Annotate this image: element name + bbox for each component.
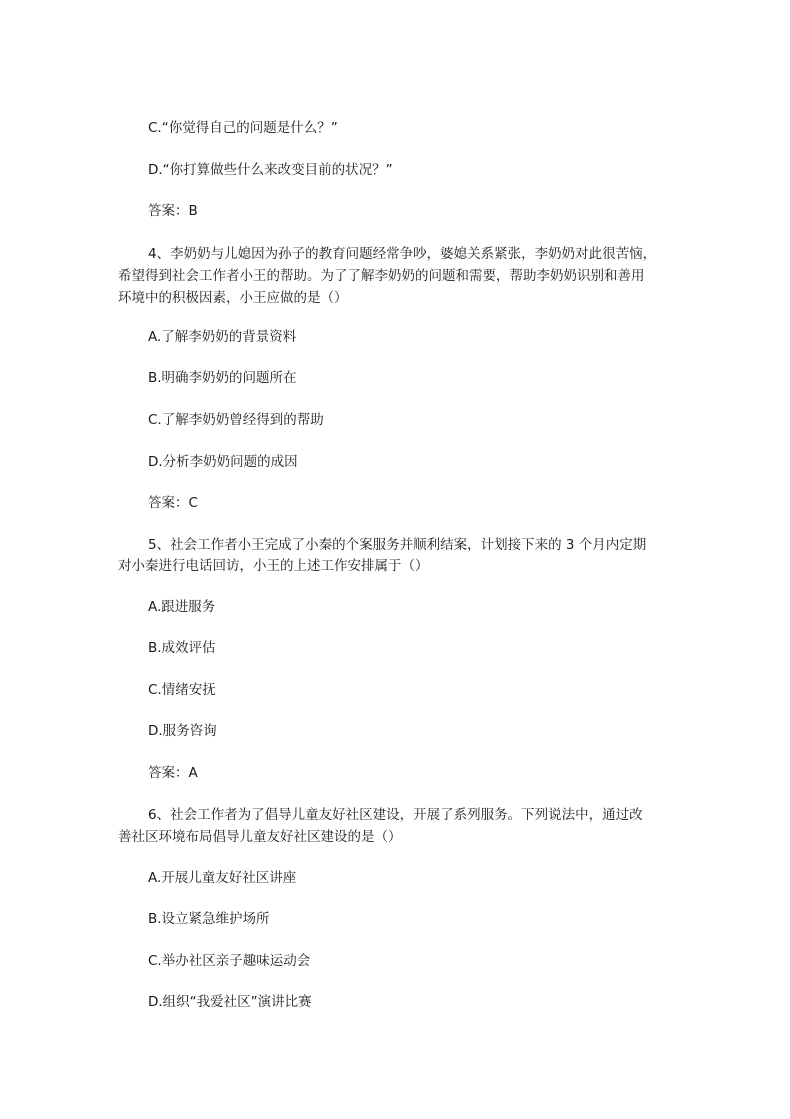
question-4-option-d: D.分析李奶奶问题的成因	[148, 454, 298, 470]
question-6-option-b: B.设立紧急维护场所	[148, 911, 270, 927]
option-c: C.“你觉得自己的问题是什么？”	[148, 120, 338, 136]
question-4-option-c: C.了解李奶奶曾经得到的帮助	[148, 412, 324, 428]
question-6-line-1: 6、社会工作者为了倡导儿童友好社区建设，开展了系列服务。下列说法中，通过改	[148, 807, 643, 823]
question-4-line-2: 希望得到社会工作者小王的帮助。为了了解李奶奶的问题和需要，帮助李奶奶识别和善用	[118, 268, 645, 284]
question-4-line-1: 4、李奶奶与儿媳因为孙子的教育问题经常争吵，婆媳关系紧张，李奶奶对此很苦恼，	[148, 246, 657, 262]
question-5-option-c: C.情绪安抚	[148, 682, 216, 698]
question-6-option-a: A.开展儿童友好社区讲座	[148, 870, 297, 886]
question-5-option-b: B.成效评估	[148, 640, 216, 656]
answer-line: 答案：B	[148, 203, 198, 219]
question-5-line-2: 对小秦进行电话回访，小王的上述工作安排属于（）	[118, 558, 429, 574]
question-4-line-3: 环境中的积极因素，小王应做的是（）	[118, 290, 348, 306]
option-d: D.“你打算做些什么来改变目前的状况？”	[148, 162, 393, 178]
question-5-option-a: A.跟进服务	[148, 599, 216, 615]
question-5-option-d: D.服务咨询	[148, 723, 217, 739]
question-6-option-c: C.举办社区亲子趣味运动会	[148, 953, 311, 969]
question-5-line-1: 5、社会工作者小王完成了小秦的个案服务并顺利结案，计划接下来的 3 个月内定期	[148, 537, 647, 553]
question-6-option-d: D.组织“我爱社区”演讲比赛	[148, 994, 312, 1010]
question-6-line-2: 善社区环境布局倡导儿童友好社区建设的是（）	[118, 829, 402, 845]
question-4-answer: 答案：C	[148, 495, 198, 511]
question-4-option-a: A.了解李奶奶的背景资料	[148, 329, 297, 345]
question-5-answer: 答案：A	[148, 765, 198, 781]
question-4-option-b: B.明确李奶奶的问题所在	[148, 370, 297, 386]
